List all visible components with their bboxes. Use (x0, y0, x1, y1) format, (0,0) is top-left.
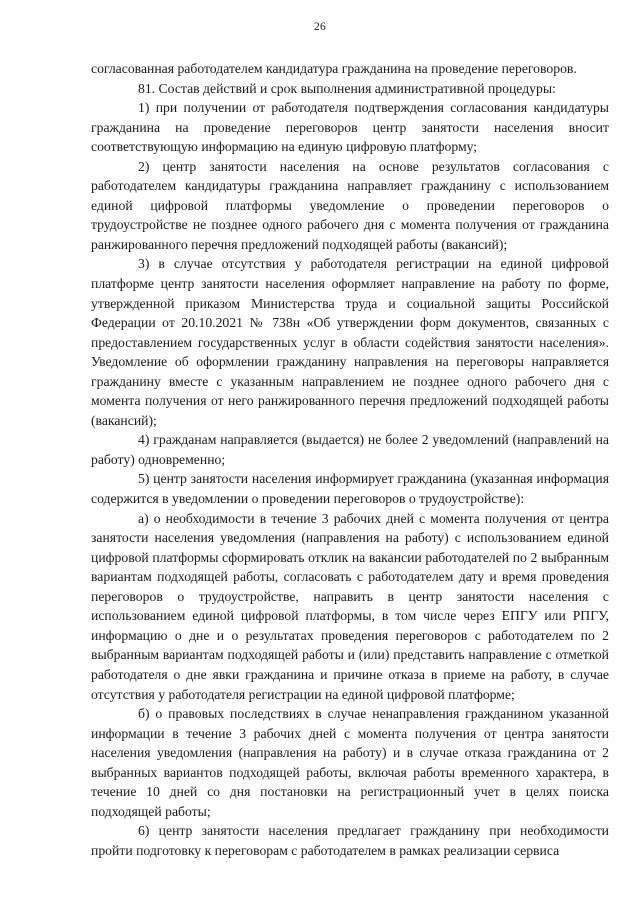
paragraph-item-3: 3) в случае отсутствия у работодателя регистрации на единой цифровой платформе центр занятости населения оформляет направление на работу по форме, утвержденной приказом Министерства труда и социальной защиты Российской Федерации от 20.10.2021 № 738н «Об утверждении форм документов, связанных с предоставлением государственных услуг в области содействия занятости населения». Уведомление об оформлении гражданину направления на переговоры направляется гражданину вместе с указанным направлением не позднее одного рабочего дня с момента получения от него ранжированного перечня предложений подходящей работы (вакансий); (91, 256, 609, 428)
paragraph-item-1: 1) при получении от работодателя подтверждения согласования кандидатуры гражданина на проведение переговоров центр занятости населения вносит соответствующую информацию на единую цифровую платформу; (91, 100, 609, 155)
paragraph-item-4: 4) гражданам направляется (выдается) не более 2 уведомлений (направлений на работу) одновременно; (91, 432, 609, 467)
page-number: 26 (313, 21, 327, 33)
paragraph-continuation: согласованная работодателем кандидатура гражданина на проведение переговоров. (91, 61, 577, 76)
paragraph-subitem-a: а) о необходимости в течение 3 рабочих дней с момента получения от центра занятости населения уведомления (направления на работу) с использованием единой цифровой платформы сформировать отклик на вакансии работодателей по 2 выбранным вариантам подходящей работы, согласовать с работодателем дату и время проведения переговоров о трудоустройстве, направить в центр занятости населения с использованием единой цифровой платформы, в том числе через ЕПГУ или РПГУ, информацию о дне и о результатах проведения переговоров с работодателем по 2 выбранным вариантам подходящей работы и (или) представить направление с отметкой работодателя о дне явки гражданина и причине отказа в приеме на работу, в случае отсутствия у работодателя регистрации на единой цифровой платформе; (91, 510, 609, 702)
paragraph-section-81: 81. Состав действий и срок выполнения административной процедуры: (138, 80, 556, 96)
paragraph-item-2: 2) центр занятости населения на основе результатов согласования с работодателем кандидатуры гражданина направляет гражданину с использованием единой цифровой платформы уведомление о проведении переговоров о трудоустройстве не позднее одного рабочего дня с момента получения от гражданина ранжированного перечня предложений подходящей работы (вакансий); (91, 158, 609, 252)
body-text (91, 59, 609, 860)
paragraph-item-6: 6) центр занятости населения предлагает гражданину при необходимости пройти подготовку к переговорам с работодателем в рамках реализации сервиса (91, 823, 609, 858)
paragraph-subitem-b: б) о правовых последствиях в случае ненаправления гражданином указанной информации в течение 3 рабочих дней с момента получения от центра занятости населения уведомления (направления на работу) и в случае отказа гражданина от 2 выбранных вариантов подходящей работы, включая работы временного характера, в течение 10 дней со дня постановки на регистрационный учет в целях поиска подходящей работы; (91, 706, 609, 819)
paragraph-item-5: 5) центр занятости населения информирует гражданина (указанная информация содержится в уведомлении о проведении переговоров о трудоустройстве): (91, 471, 609, 507)
